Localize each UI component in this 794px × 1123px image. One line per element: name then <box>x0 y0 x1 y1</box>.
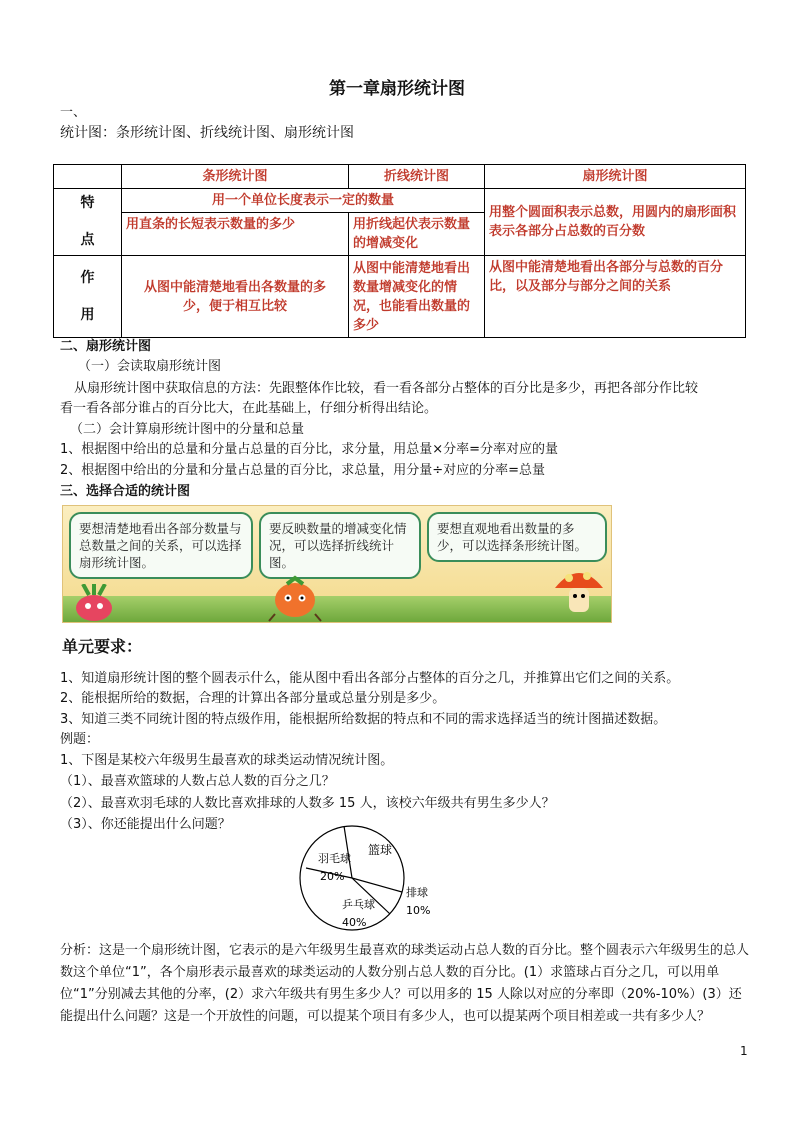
slice-percent-pingpong: 40% <box>342 916 367 929</box>
feature-pie: 用整个圆面积表示总数，用圆内的扇形面积表示各部分占总数的百分数 <box>485 189 746 256</box>
section3-heading: 三、选择合适的统计图 <box>60 484 191 499</box>
row-label-use <box>54 256 122 338</box>
example-label: 例题： <box>60 732 100 747</box>
requirement-1: 1、知道扇形统计图的整个圆表示什么，能从图中看出各部分占整体的百分之几，并推算出它们之间的关系。 <box>60 671 680 686</box>
feature-line: 用折线起伏表示数量的增减变化 <box>349 213 485 256</box>
section2-para1b: 看一看各部分谁占的百分比大，在此基础上，仔细分析得出结论。 <box>60 401 438 416</box>
example-1: 1、下图是某校六年级男生最喜欢的球类运动情况统计图。 <box>60 753 394 768</box>
row-label-use-2: 用 <box>80 306 95 323</box>
slice-percent-volleyball: 10% <box>406 904 431 917</box>
question-2: （2）、最喜欢羽毛球的人数比喜欢排球的人数多 15 人，该校六年级共有男生多少人？ <box>60 796 555 811</box>
page-number: 1 <box>740 1044 748 1058</box>
section2-para1a: 从扇形统计图中获取信息的方法：先跟整体作比较，看一看各部分占整体的百分比是多少，再把各部分作比较 <box>74 381 699 396</box>
section2-item2: 2、根据图中给出的分量和分量占总量的百分比，求总量，用分量÷对应的分率=总量 <box>60 463 546 478</box>
table-corner <box>54 165 122 189</box>
mushroom-character-icon <box>551 564 607 622</box>
slice-label-volleyball: 排球 <box>406 886 428 899</box>
row-label-feature <box>54 189 122 256</box>
use-pie: 从图中能清楚地看出各部分与总数的百分比，以及部分与部分之间的关系 <box>485 256 746 338</box>
analysis-paragraph: 分析：这是一个扇形统计图，它表示的是六年级男生最喜欢的球类运动占总人数的百分比。整个圆表示六年级男生的总人数这个单位“1”，各个扇形表示最喜欢的球类运动的人数分别占总人数的百分比。(1）求篮球占百分之几，可以用单位“1”分别减去其他的分率，(2）求六年级共有男生多少人？可以用多的 15 人除以对应的分率即（20%-10%）(3）还能提出什么问题？这是一个开放性的问题，可以提某个项目有多少人，也可以提某两个项目相差或一共有多少人？ <box>60 943 750 1024</box>
row-label-feature-2: 点 <box>80 232 95 248</box>
pie-chart-svg <box>298 822 438 942</box>
grass-ground <box>63 596 611 622</box>
unit-requirements-heading: 单元要求： <box>62 637 143 656</box>
slice-label-badminton: 羽毛球 <box>318 852 351 865</box>
feature-shared: 用一个单位长度表示一定的数量 <box>122 189 485 213</box>
section2-item1: 1、根据图中给出的总量和分量占总量的百分比，求分量，用总量×分率=分率对应的量 <box>60 442 559 457</box>
section2-sub2: （二）会计算扇形统计图中的分量和总量 <box>70 422 305 437</box>
slice-label-basketball: 篮球 <box>368 843 393 857</box>
speech-bubble-line: 要反映数量的增减变化情况，可以选择折线统计图。 <box>259 512 421 579</box>
row-label-feature-1: 特 <box>80 195 95 211</box>
question-1: （1）、最喜欢篮球的人数占总人数的百分之几？ <box>60 774 335 789</box>
question-3: （3）、你还能提出什么问题？ <box>60 817 231 832</box>
requirement-3: 3、知道三类不同统计图的特点级作用，能根据所给数据的特点和不同的需求选择适当的统计图描述数据。 <box>60 712 667 727</box>
comparison-table <box>53 164 746 338</box>
slice-percent-badminton: 20% <box>320 870 345 883</box>
page-title: 第一章扇形统计图 <box>329 79 465 99</box>
header-pie-chart: 扇形统计图 <box>485 165 746 189</box>
header-line-chart: 折线统计图 <box>349 165 485 189</box>
slice-label-pingpong: 乒乓球 <box>342 898 375 911</box>
row-label-use-1: 作 <box>80 269 95 286</box>
header-bar-chart: 条形统计图 <box>122 165 349 189</box>
requirement-2: 2、能根据所给的数据，合理的计算出各部分量或总量分别是多少。 <box>60 691 446 706</box>
use-bar: 从图中能清楚地看出各数量的多少，便于相互比较 <box>122 256 349 338</box>
feature-bar: 用直条的长短表示数量的多少 <box>122 213 349 256</box>
section1-number: 一、 <box>60 105 87 120</box>
use-line: 从图中能清楚地看出数量增减变化的情况，也能看出数量的多少 <box>349 256 485 338</box>
section2-sub1: （一）会读取扇形统计图 <box>78 359 222 374</box>
radish-character-icon <box>69 584 119 622</box>
speech-bubble-bar: 要想直观地看出数量的多少，可以选择条形统计图。 <box>427 512 607 562</box>
pie-chart <box>298 822 438 942</box>
intro-line: 统计图：条形统计图、折线统计图、扇形统计图 <box>60 125 354 141</box>
section2-heading: 二、扇形统计图 <box>60 339 152 354</box>
tomato-character-icon <box>265 574 325 622</box>
chart-choice-illustration <box>62 505 612 623</box>
speech-bubble-pie: 要想清楚地看出各部分数量与总数量之间的关系，可以选择扇形统计图。 <box>69 512 253 579</box>
